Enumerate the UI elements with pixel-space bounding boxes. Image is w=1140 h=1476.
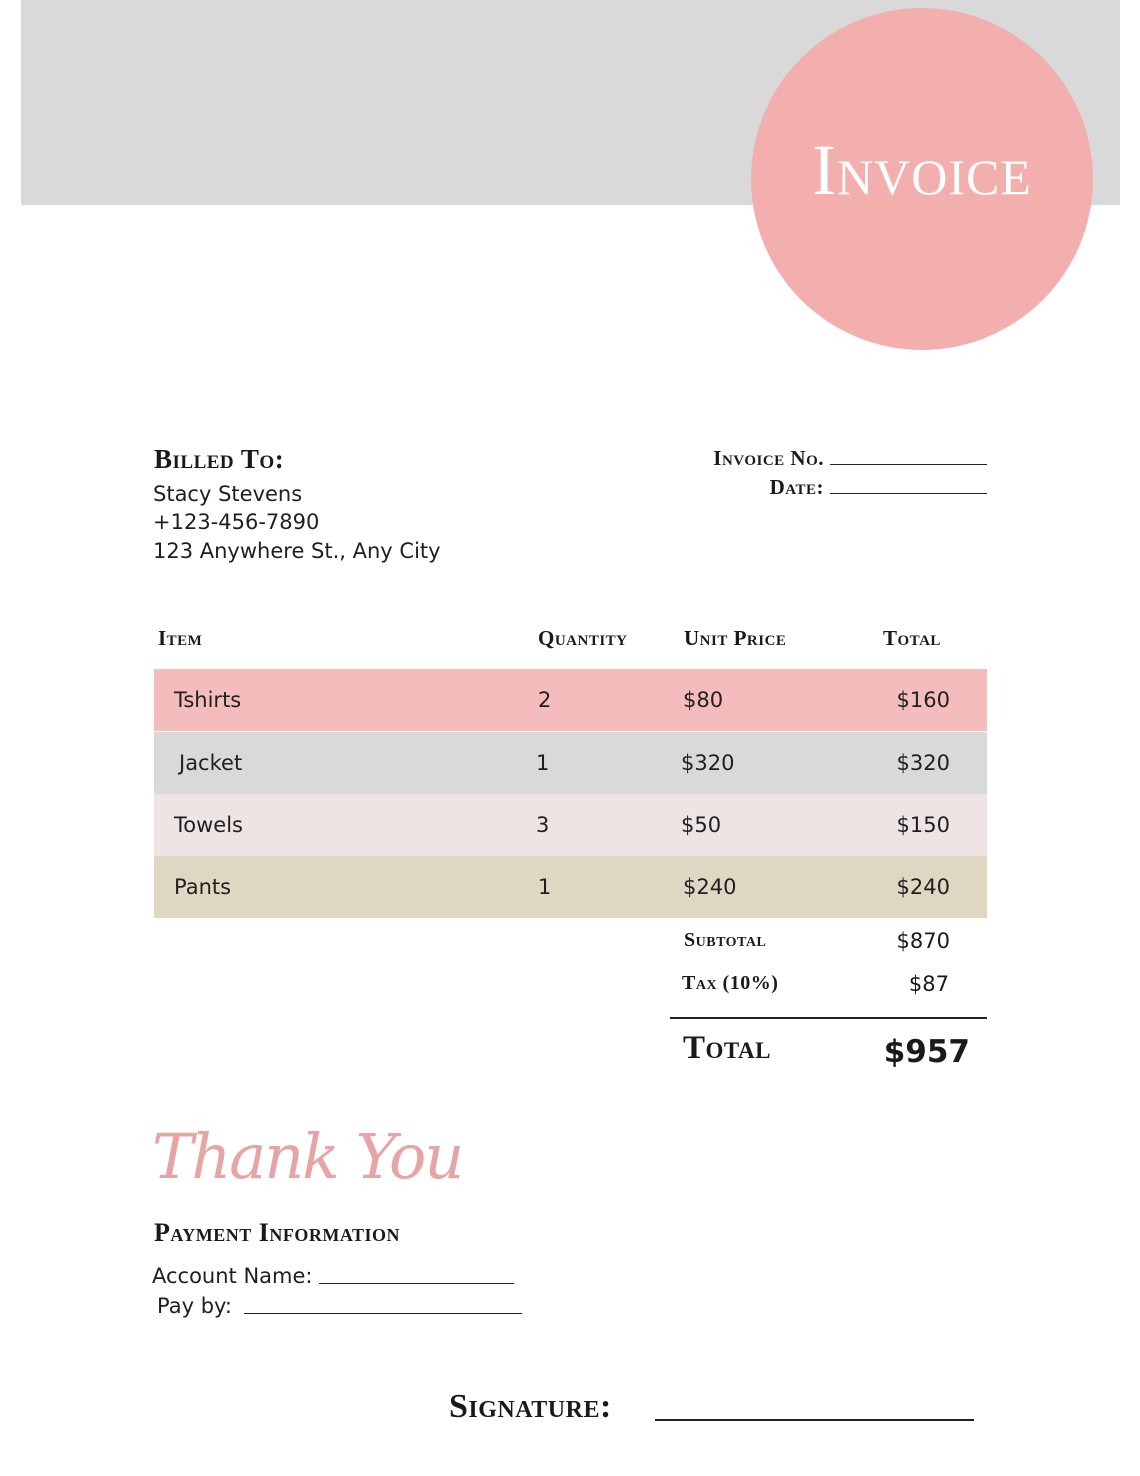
item-total: $150 bbox=[896, 813, 950, 837]
item-quantity: 1 bbox=[536, 751, 550, 775]
signature-label: Signature: bbox=[449, 1388, 612, 1425]
item-total: $240 bbox=[896, 875, 950, 899]
subtotal-label: Subtotal bbox=[684, 929, 767, 951]
header-quantity: Quantity bbox=[538, 626, 628, 650]
total-divider bbox=[670, 1017, 987, 1019]
invoice-no-label: Invoice No. bbox=[713, 446, 824, 470]
tax-label: Tax (10%) bbox=[682, 972, 779, 994]
account-name-row bbox=[152, 1264, 514, 1288]
item-unit-price: $50 bbox=[681, 813, 722, 837]
item-quantity: 3 bbox=[536, 813, 550, 837]
date-field[interactable] bbox=[830, 492, 987, 494]
item-quantity: 1 bbox=[538, 875, 552, 899]
signature-field[interactable] bbox=[655, 1419, 974, 1421]
item-name: Towels bbox=[174, 813, 243, 837]
invoice-no-field[interactable] bbox=[830, 463, 987, 465]
payment-info-title: Payment Information bbox=[154, 1218, 401, 1247]
date-label: Date: bbox=[769, 475, 824, 499]
thank-you-script: Thank You bbox=[152, 1120, 463, 1193]
table-row bbox=[154, 732, 987, 794]
item-unit-price: $80 bbox=[683, 688, 724, 712]
invoice-no-row bbox=[713, 446, 987, 471]
customer-phone: +123-456-7890 bbox=[153, 510, 320, 534]
header-unit-price: Unit Price bbox=[684, 626, 787, 650]
date-row bbox=[770, 475, 987, 500]
grand-total-label: Total bbox=[683, 1030, 771, 1066]
customer-address: 123 Anywhere St., Any City bbox=[153, 539, 441, 563]
item-unit-price: $320 bbox=[681, 751, 735, 775]
invoice-title: Invoice bbox=[812, 130, 1032, 210]
customer-name: Stacy Stevens bbox=[153, 482, 303, 506]
account-name-label: Account Name: bbox=[152, 1264, 313, 1288]
item-total: $160 bbox=[896, 688, 950, 712]
item-name: Tshirts bbox=[174, 688, 242, 712]
grand-total-value: $957 bbox=[883, 1034, 970, 1070]
header-item: Item bbox=[158, 626, 203, 650]
item-total: $320 bbox=[896, 751, 950, 775]
item-name: Pants bbox=[174, 875, 232, 899]
table-row bbox=[154, 856, 987, 918]
pay-by-field[interactable] bbox=[244, 1312, 522, 1314]
item-name: Jacket bbox=[179, 751, 243, 775]
subtotal-value: $870 bbox=[896, 929, 950, 953]
account-name-field[interactable] bbox=[319, 1282, 514, 1284]
table-row bbox=[154, 669, 987, 731]
pay-by-row bbox=[157, 1294, 522, 1318]
header-total: Total bbox=[883, 626, 941, 650]
item-quantity: 2 bbox=[538, 688, 552, 712]
item-unit-price: $240 bbox=[683, 875, 737, 899]
pay-by-label: Pay by: bbox=[157, 1294, 232, 1318]
tax-value: $87 bbox=[908, 972, 949, 996]
table-row bbox=[154, 794, 987, 856]
billed-to-label: Billed To: bbox=[154, 444, 285, 474]
